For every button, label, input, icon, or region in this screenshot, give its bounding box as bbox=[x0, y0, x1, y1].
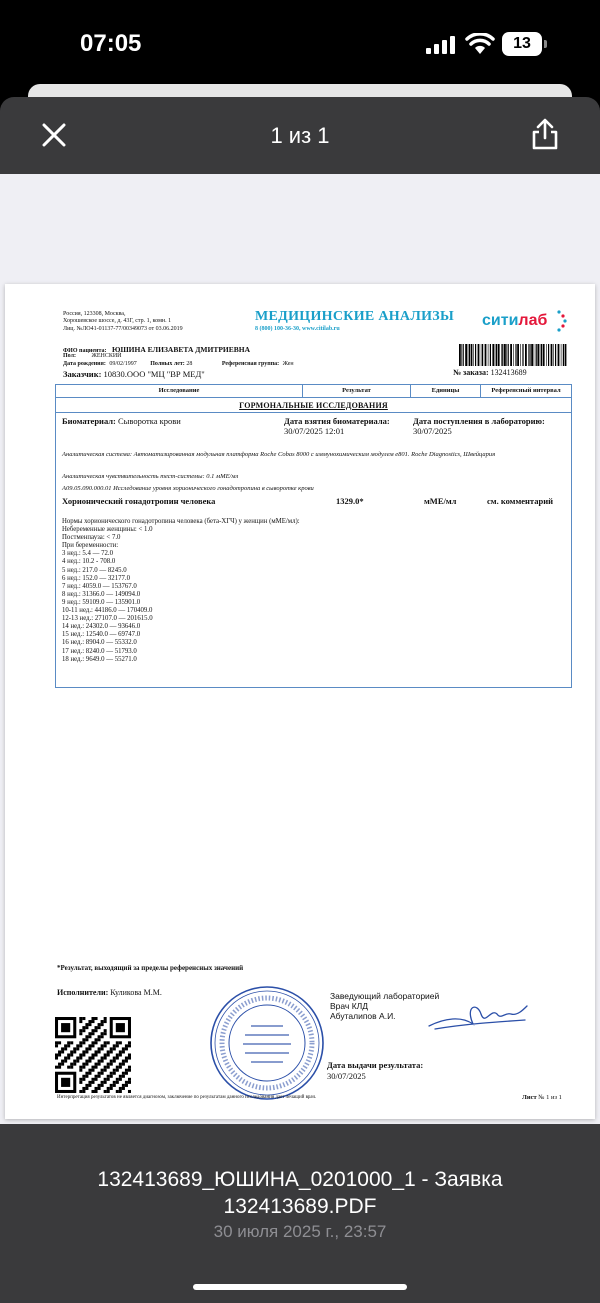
analytical-system: Аналитическая система: Автоматизированная модульная платформа Roche Cobas 8000 с иммунохимическим модулем e801. Roche Diagnostics, Швейцария bbox=[62, 451, 496, 458]
brand-contacts: 8 (800) 100-36-30, www.citilab.ru bbox=[255, 326, 340, 332]
lab-head-name: Абуталипов А.И. bbox=[330, 1011, 396, 1021]
order-row bbox=[453, 368, 527, 377]
test-reference: см. комментарий bbox=[487, 496, 553, 506]
norm-line: 5 нед.: 217.0 — 8245.0 bbox=[62, 566, 127, 574]
test-code-line: A09.05.090.000.01 Исследование уровня хорионического гонадотропина в сыворотке крови bbox=[62, 485, 314, 492]
qr-code-icon bbox=[55, 1017, 131, 1093]
norm-line: 8 нед.: 31366.0 — 149094.0 bbox=[62, 590, 141, 598]
order-label: № заказа: bbox=[453, 368, 489, 377]
taken-value: 30/07/2025 12:01 bbox=[284, 426, 345, 436]
client-row bbox=[63, 369, 205, 379]
page-indicator: 1 из 1 bbox=[270, 123, 330, 148]
norm-line: Нормы хорионического гонадотропина человека (бета-ХГЧ) у женщин (мМЕ/мл): bbox=[62, 518, 300, 525]
address-line: Лиц. №ЛО41-01137-77/00349073 от 03.06.2019 bbox=[63, 325, 183, 332]
client-name: 10830.ООО "МЦ "ВР МЕД" bbox=[103, 369, 205, 379]
file-info-bar bbox=[0, 1124, 600, 1303]
ref-group: Жен bbox=[282, 361, 294, 367]
norm-line: 17 нед.: 8240.0 — 51793.0 bbox=[62, 647, 137, 655]
analytical-sensitivity: Аналитическая чувствительность тест-системы: 0.1 мМЕ/мл bbox=[62, 473, 239, 480]
status-time: 07:05 bbox=[80, 30, 142, 57]
issue-block bbox=[327, 1060, 423, 1082]
norms-list bbox=[62, 518, 362, 664]
col-header-test: Исследование bbox=[56, 385, 303, 397]
sheet-label: Лист bbox=[522, 1094, 537, 1101]
pdf-page bbox=[5, 284, 595, 1119]
taken-label: Дата взятия биоматериала: bbox=[284, 416, 390, 426]
patient-age: 28 bbox=[186, 361, 193, 367]
age-label: Полных лет: bbox=[150, 361, 185, 367]
wifi-icon bbox=[465, 33, 495, 55]
viewer-toolbar bbox=[0, 97, 600, 174]
norm-line: 15 нед.: 12540.0 — 69747.0 bbox=[62, 631, 141, 639]
results-table bbox=[55, 384, 572, 688]
dob-label: Дата рождения: bbox=[63, 361, 106, 367]
lab-head-title: Заведующий лабораторией bbox=[330, 991, 440, 1001]
issue-date: 30/07/2025 bbox=[327, 1071, 366, 1081]
norm-line: 12-13 нед.: 27107.0 — 201615.0 bbox=[62, 615, 153, 623]
logo-part-2: лаб bbox=[518, 312, 548, 329]
col-header-result: Результат bbox=[303, 385, 411, 397]
col-header-reference: Референсный интервал bbox=[491, 387, 561, 394]
norm-line: 3 нед.: 5.4 — 72.0 bbox=[62, 550, 113, 558]
footnote: *Результат, выходящий за пределы референсных значений bbox=[57, 964, 244, 972]
logo-part-1: сити bbox=[482, 312, 519, 329]
norm-line: Постменпауза: < 7.0 bbox=[62, 534, 121, 542]
file-name: 132413689_ЮШИНА_0201000_1 - Заявка 132413689.PDF bbox=[97, 1168, 503, 1218]
norm-line: 6 нед.: 152.0 — 32177.0 bbox=[62, 574, 130, 582]
received-value: 30/07/2025 bbox=[413, 426, 452, 436]
col-header-units: Единицы bbox=[411, 385, 481, 397]
signal-icon bbox=[426, 36, 456, 54]
norm-line: 7 нед.: 4059.0 — 153767.0 bbox=[62, 582, 137, 590]
patient-dob: 09/02/1997 bbox=[109, 361, 137, 367]
norm-line: Небеременные женщины: < 1.0 bbox=[62, 526, 153, 534]
lab-head-block bbox=[330, 991, 439, 1021]
norm-line: 14 нед.: 24302.0 — 93646.0 bbox=[62, 623, 141, 631]
disclaimer: Интерпретация результатов не является диагнозом, заключение по результатам данного исследования дает лечащий врач. bbox=[57, 1095, 317, 1100]
result-row bbox=[62, 496, 567, 506]
logo-dots-icon bbox=[553, 309, 567, 335]
status-bar bbox=[0, 0, 600, 90]
executor-row bbox=[57, 988, 162, 997]
test-name: Хорионический гонадотропин человека bbox=[62, 496, 216, 506]
lab-head-position: Врач КЛД bbox=[330, 1001, 369, 1011]
file-date: 30 июля 2025 г., 23:57 bbox=[213, 1222, 387, 1241]
section-divider bbox=[56, 412, 571, 413]
patient-dob-row bbox=[63, 361, 294, 367]
patient-name: ЮШИНА ЕЛИЗАВЕТА ДМИТРИЕВНА bbox=[112, 345, 251, 354]
norm-line: 4 нед.: 10.2 - 708.0 bbox=[62, 558, 116, 566]
issue-label: Дата выдачи результата: bbox=[327, 1060, 424, 1070]
norm-line: 16 нед.: 8904.0 — 55332.0 bbox=[62, 639, 137, 647]
address-line: Россия, 123308, Москва, bbox=[63, 311, 126, 317]
received-label: Дата поступления в лабораторию: bbox=[413, 416, 545, 426]
lab-address bbox=[63, 311, 233, 333]
biomaterial-value: Сыворотка крови bbox=[118, 416, 181, 426]
section-title: ГОРМОНАЛЬНЫЕ ИССЛЕДОВАНИЯ bbox=[239, 401, 388, 410]
norm-line: 18 нед.: 9649.0 — 55271.0 bbox=[62, 655, 137, 663]
ref-group-label: Референсная группа: bbox=[221, 361, 280, 367]
sex-label: Пол: bbox=[63, 353, 76, 359]
battery-icon: 13 bbox=[502, 32, 542, 56]
norm-line: 10-11 нед.: 44186.0 — 170409.0 bbox=[62, 607, 153, 615]
executor-label: Исполнители: bbox=[57, 988, 109, 997]
norm-line: 9 нед.: 59109.0 — 135901.0 bbox=[62, 598, 141, 606]
stamp-icon bbox=[208, 984, 326, 1102]
sheet-value: № 1 из 1 bbox=[538, 1094, 562, 1101]
share-icon[interactable] bbox=[530, 117, 560, 151]
received-date-block bbox=[413, 416, 545, 436]
biomaterial-row bbox=[62, 416, 181, 426]
battery-tip bbox=[544, 40, 547, 48]
citilab-logo bbox=[482, 312, 547, 330]
order-number: 132413689 bbox=[490, 368, 527, 377]
table-header bbox=[56, 385, 571, 398]
client-label: Заказчик: bbox=[63, 369, 102, 379]
biomaterial-label: Биоматериал: bbox=[62, 416, 116, 426]
signature-icon bbox=[425, 996, 530, 1036]
brand-title: МЕДИЦИНСКИЕ АНАЛИЗЫ bbox=[255, 309, 454, 324]
executor-name: Куликова М.М. bbox=[110, 988, 162, 997]
sheet-number bbox=[522, 1094, 562, 1101]
address-line: Хорошевское шоссе, д. 43Г, стр. 1, комн. 1 bbox=[63, 318, 172, 325]
document-viewer[interactable] bbox=[0, 174, 600, 1124]
taken-date-block bbox=[284, 416, 390, 436]
patient-sex-row bbox=[63, 353, 122, 359]
barcode-icon bbox=[459, 344, 567, 366]
test-result: 1329.0* bbox=[336, 496, 364, 506]
fio-label: ФИО пациента: bbox=[63, 348, 107, 354]
home-indicator[interactable] bbox=[193, 1284, 407, 1290]
patient-sex: ЖЕНСКИЙ bbox=[91, 353, 122, 359]
test-units: мМЕ/мл bbox=[424, 496, 457, 506]
norm-line: При беременности: bbox=[62, 542, 119, 550]
